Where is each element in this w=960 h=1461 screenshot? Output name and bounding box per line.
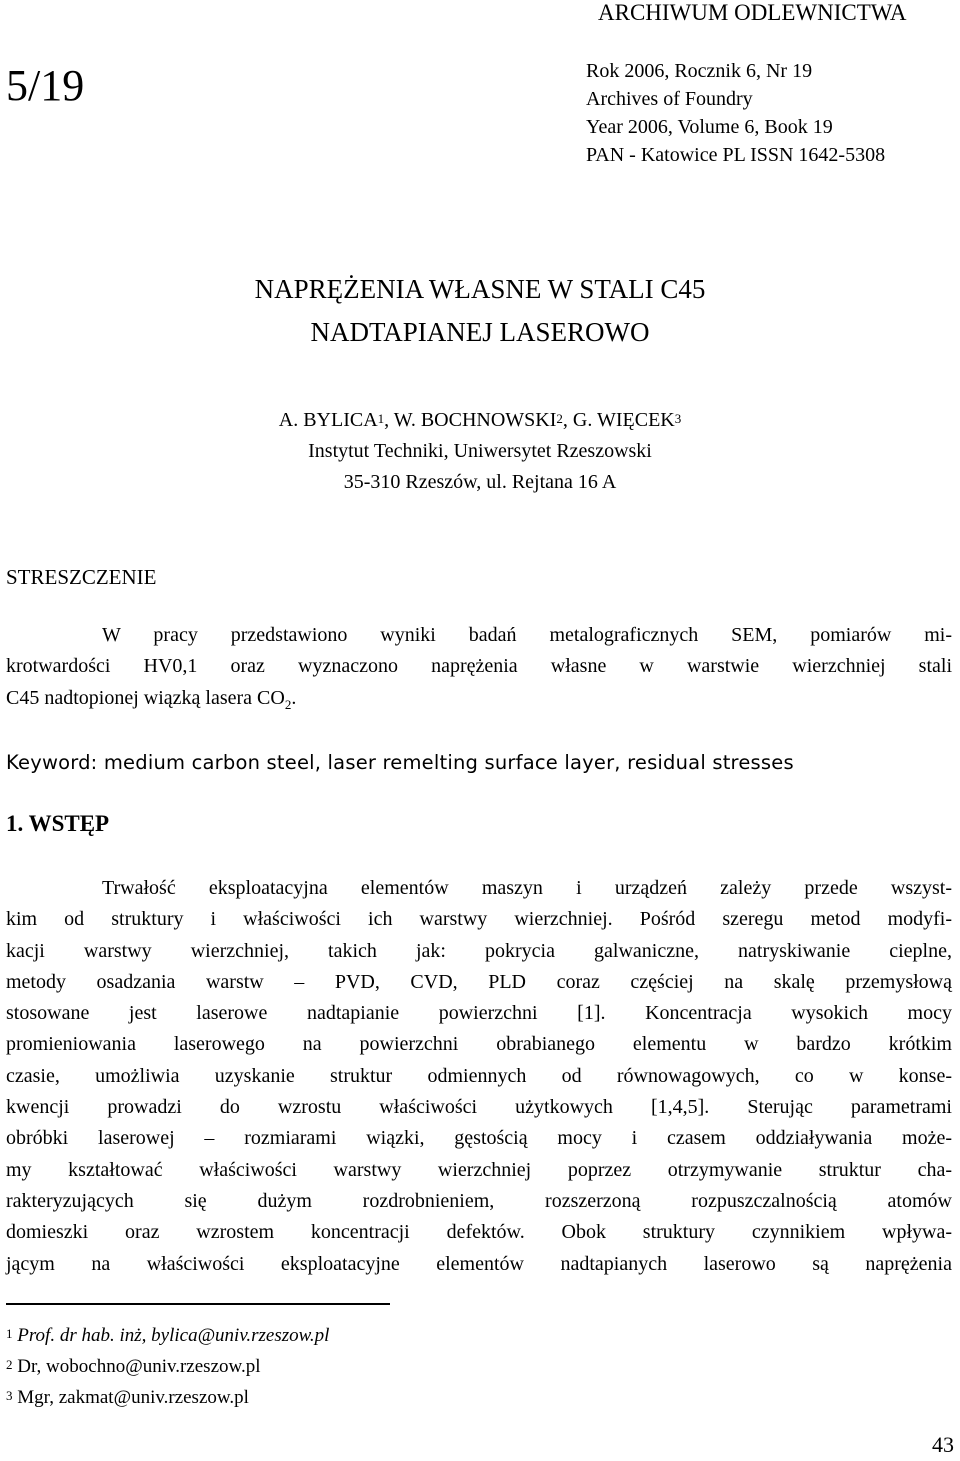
meta-line: Rok 2006, Rocznik 6, Nr 19	[586, 60, 813, 82]
author-3: , G. WIĘCEK	[562, 409, 675, 431]
body-line: promieniowania laserowego na powierzchni obrabianego elementu w bardzo krótkim	[6, 1033, 952, 1056]
author-names	[0, 405, 960, 436]
footnotes	[6, 1320, 329, 1413]
address: 35-310 Rzeszów, ul. Rejtana 16 A	[343, 471, 617, 493]
footnote-number: 1	[6, 1326, 13, 1341]
abstract-last-text: C45 nadtopionej wiązką lasera CO	[6, 686, 285, 709]
publication-number: 5/19	[6, 61, 85, 110]
body-line: Trwałość eksploatacyjna elementów maszyn i urządzeń zależy przede wszyst-	[102, 877, 952, 899]
journal-name: ARCHIWUM ODLEWNICTWA	[598, 0, 907, 25]
co2-subscript: 2	[284, 696, 292, 712]
paper-title	[0, 268, 960, 354]
meta-line: Archives of Foundry	[586, 88, 753, 110]
author-2-ref: 2	[556, 411, 563, 426]
body-line: kim od struktury i właściwości ich warstwy wierzchniej. Pośród szeregu metod modyfi-	[6, 908, 952, 931]
footnote-text: Dr, wobochno@univ.rzeszow.pl	[17, 1356, 261, 1377]
footnote-number: 3	[6, 1388, 13, 1403]
footnote-number: 2	[6, 1357, 13, 1372]
footnote-text: Prof. dr hab. inż, bylica@univ.rzeszow.pl	[17, 1325, 330, 1346]
page-number: 43	[932, 1432, 954, 1457]
section-heading: 1. WSTĘP	[6, 811, 110, 836]
abstract-heading: STRESZCZENIE	[6, 565, 157, 589]
body-line: rakteryzujących się dużym rozdrobnieniem, rozszerzoną rozpuszczalnością atomów	[6, 1189, 952, 1212]
footnote-text: Mgr, zakmat@univ.rzeszow.pl	[17, 1387, 249, 1408]
abstract-line: krotwardości HV0,1 oraz wyznaczono naprężenia własne w warstwie wierzchniej stali	[6, 655, 952, 678]
author-3-ref: 3	[674, 411, 682, 426]
institute: Instytut Techniki, Uniwersytet Rzeszowski	[308, 440, 652, 462]
abstract-line: W pracy przedstawiono wyniki badań metalograficznych SEM, pomiarów mi-	[102, 624, 952, 646]
meta-line: PAN - Katowice PL ISSN 1642-5308	[586, 144, 886, 166]
publication-meta	[586, 57, 885, 169]
author-1: A. BYLICA	[278, 409, 378, 431]
body-line: kwencji prowadzi do wzrostu właściwości użytkowych [1,4,5]. Sterując parametrami	[6, 1096, 952, 1119]
footnote	[6, 1351, 329, 1382]
author-1-ref: 1	[377, 411, 385, 426]
keywords: Keyword: medium carbon steel, laser remelting surface layer, residual stresses	[6, 751, 794, 774]
meta-line: Year 2006, Volume 6, Book 19	[586, 116, 833, 138]
body-line: my kształtować właściwości warstwy wierzchniej poprzez otrzymywanie struktur cha-	[6, 1158, 952, 1181]
title-line: NAPRĘŻENIA WŁASNE W STALI C45	[254, 274, 706, 304]
abstract-line	[6, 683, 952, 720]
body-line: domieszki oraz wzrostem koncentracji defektów. Obok struktury czynnikiem wpływa-	[6, 1221, 952, 1244]
body-line: stosowane jest laserowe nadtapianie powierzchni [1]. Koncentracja wysokich mocy	[6, 1002, 952, 1025]
body-line: kacji warstwy wierzchniej, takich jak: pokrycia galwaniczne, natryskiwanie cieplne,	[6, 939, 952, 962]
footnote-rule	[6, 1303, 390, 1305]
body-line: metody osadzania warstw – PVD, CVD, PLD coraz częściej na skalę przemysłową	[6, 970, 952, 993]
authors-block	[0, 405, 960, 498]
body-line: obróbki laserowej – rozmiarami wiązki, gęstością mocy i czasem oddziaływania może-	[6, 1127, 952, 1150]
author-2: , W. BOCHNOWSKI	[384, 409, 557, 431]
body-line: jącym na właściwości eksploatacyjne elementów nadtapianych laserowo są naprężenia	[6, 1252, 952, 1275]
body-text	[6, 873, 952, 1280]
footnote	[6, 1382, 329, 1413]
abstract-text	[6, 620, 952, 720]
title-line: NADTAPIANEJ LASEROWO	[310, 317, 650, 347]
footnote	[6, 1320, 329, 1351]
abstract-last-end: .	[291, 686, 297, 709]
body-line: czasie, umożliwia uzyskanie struktur odmiennych od równowagowych, co w konse-	[6, 1064, 952, 1087]
